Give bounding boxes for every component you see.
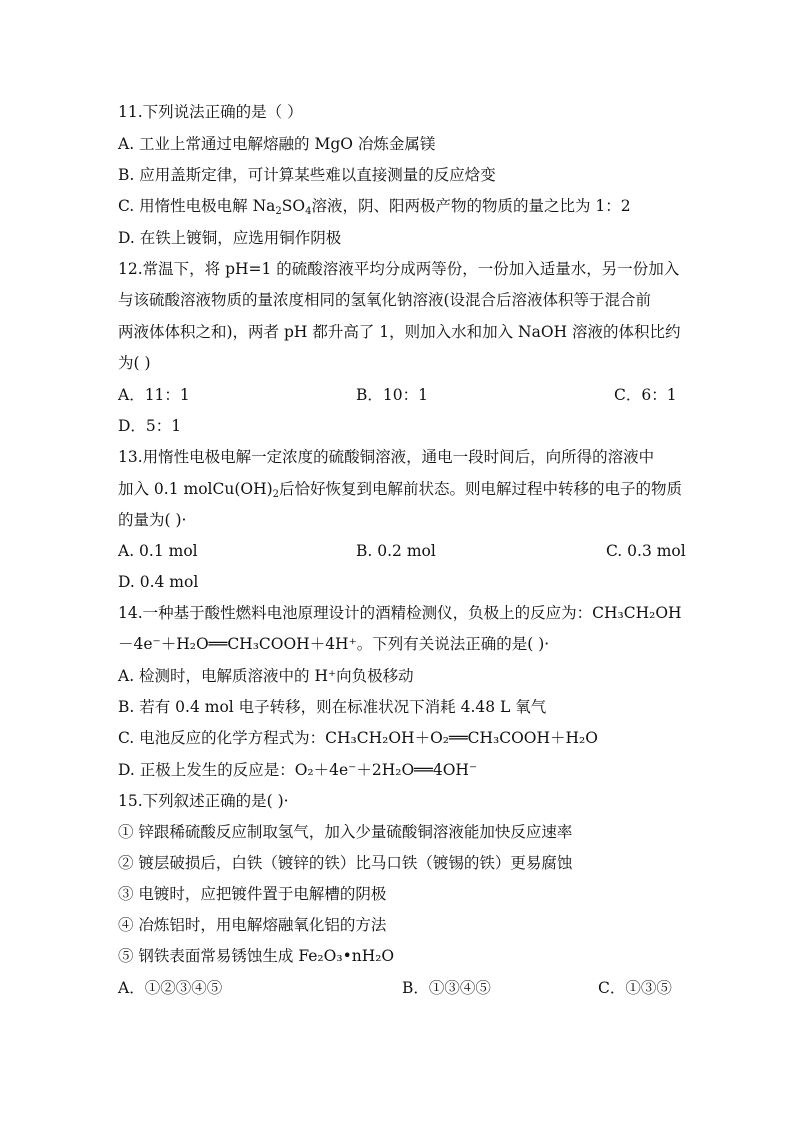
q14-stem-line-1: 14.一种基于酸性燃料电池原理设计的酒精检测仪，负极上的反应为：CH₃CH₂OH: [118, 604, 682, 622]
q13-option-a: A. 0.1 mol: [118, 542, 198, 560]
q12-option-c: C．6：1: [614, 386, 677, 404]
q14-option-c: C. 电池反应的化学方程式为：CH₃CH₂OH＋O₂══CH₃COOH＋H₂O: [118, 729, 598, 747]
q14-option-a: A. 检测时，电解质溶液中的 H⁺向负极移动: [118, 667, 414, 685]
q11-stem: 11.下列说法正确的是（ ）: [118, 103, 303, 121]
q11-option-c: C. 用惰性电极电解 $Na_2SO_4$溶液，阴、阳两极产物的物质的量之比为 1：2: [118, 197, 631, 217]
q12-stem-line-3: 两液体体积之和)，两者 pH 都升高了 1，则加入水和加入 NaOH 溶液的体积比约: [118, 323, 681, 341]
q15-option-c: C．①③⑤: [598, 979, 672, 997]
q15-statement-4: ④ 冶炼铝时，用电解熔融氧化铝的方法: [118, 916, 387, 934]
q13-stem-line-1: 13.用惰性电极电解一定浓度的硫酸铜溶液，通电一段时间后，向所得的溶液中: [118, 448, 655, 466]
q12-option-b: B．10：1: [356, 386, 428, 404]
q15-statement-1: ① 锌跟稀硫酸反应制取氢气，加入少量硫酸铜溶液能加快反应速率: [118, 823, 573, 841]
q13-stem-line-3: 的量为( )·: [118, 511, 187, 529]
q15-option-b: B．①③④⑤: [402, 979, 491, 997]
q12-option-d: D．5：1: [118, 417, 182, 435]
q14-stem-line-2: －4e⁻＋H₂O══CH₃COOH＋4H⁺。下列有关说法正确的是( )·: [118, 635, 550, 653]
q11-option-a: A. 工业上常通过电解熔融的 MgO 冶炼金属镁: [118, 135, 436, 153]
q13-option-c: C. 0.3 mol: [606, 542, 686, 560]
q12-option-a: A．11：1: [118, 386, 190, 404]
q15-option-a: A．①②③④⑤: [118, 979, 223, 997]
q13-option-b: B. 0.2 mol: [356, 542, 436, 560]
q12-stem-line-2: 与该硫酸溶液物质的量浓度相同的氢氧化钠溶液(设混合后溶液体积等于混合前: [118, 291, 652, 309]
q12-stem-line-1: 12.常温下，将 pH=1 的硫酸溶液平均分成两等份，一份加入适量水，另一份加入: [118, 260, 680, 278]
q13-stem-line-2: 加入 0.1 $molCu(OH)_2$后恰好恢复到电解前状态。则电解过程中转移的电子的物质: [118, 480, 683, 500]
q15-statement-2: ② 镀层破损后，白铁（镀锌的铁）比马口铁（镀锡的铁）更易腐蚀: [118, 854, 573, 872]
q15-statement-3: ③ 电镀时，应把镀件置于电解槽的阴极: [118, 885, 387, 903]
q13-option-d: D. 0.4 mol: [118, 573, 199, 591]
q11-option-d: D. 在铁上镀铜，应选用铜作阴极: [118, 229, 342, 247]
q14-option-b: B. 若有 0.4 mol 电子转移，则在标准状况下消耗 4.48 L 氧气: [118, 698, 547, 716]
q12-stem-line-4: 为( ): [118, 354, 151, 372]
q15-statement-5: ⑤ 钢铁表面常易锈蚀生成 Fe₂O₃•nH₂O: [118, 947, 395, 965]
q14-option-d: D. 正极上发生的反应是：O₂＋4e⁻＋2H₂O══4OH⁻: [118, 761, 478, 779]
q11-option-b: B. 应用盖斯定律，可计算某些难以直接测量的反应焓变: [118, 166, 496, 184]
q15-stem: 15.下列叙述正确的是( )·: [118, 792, 289, 810]
